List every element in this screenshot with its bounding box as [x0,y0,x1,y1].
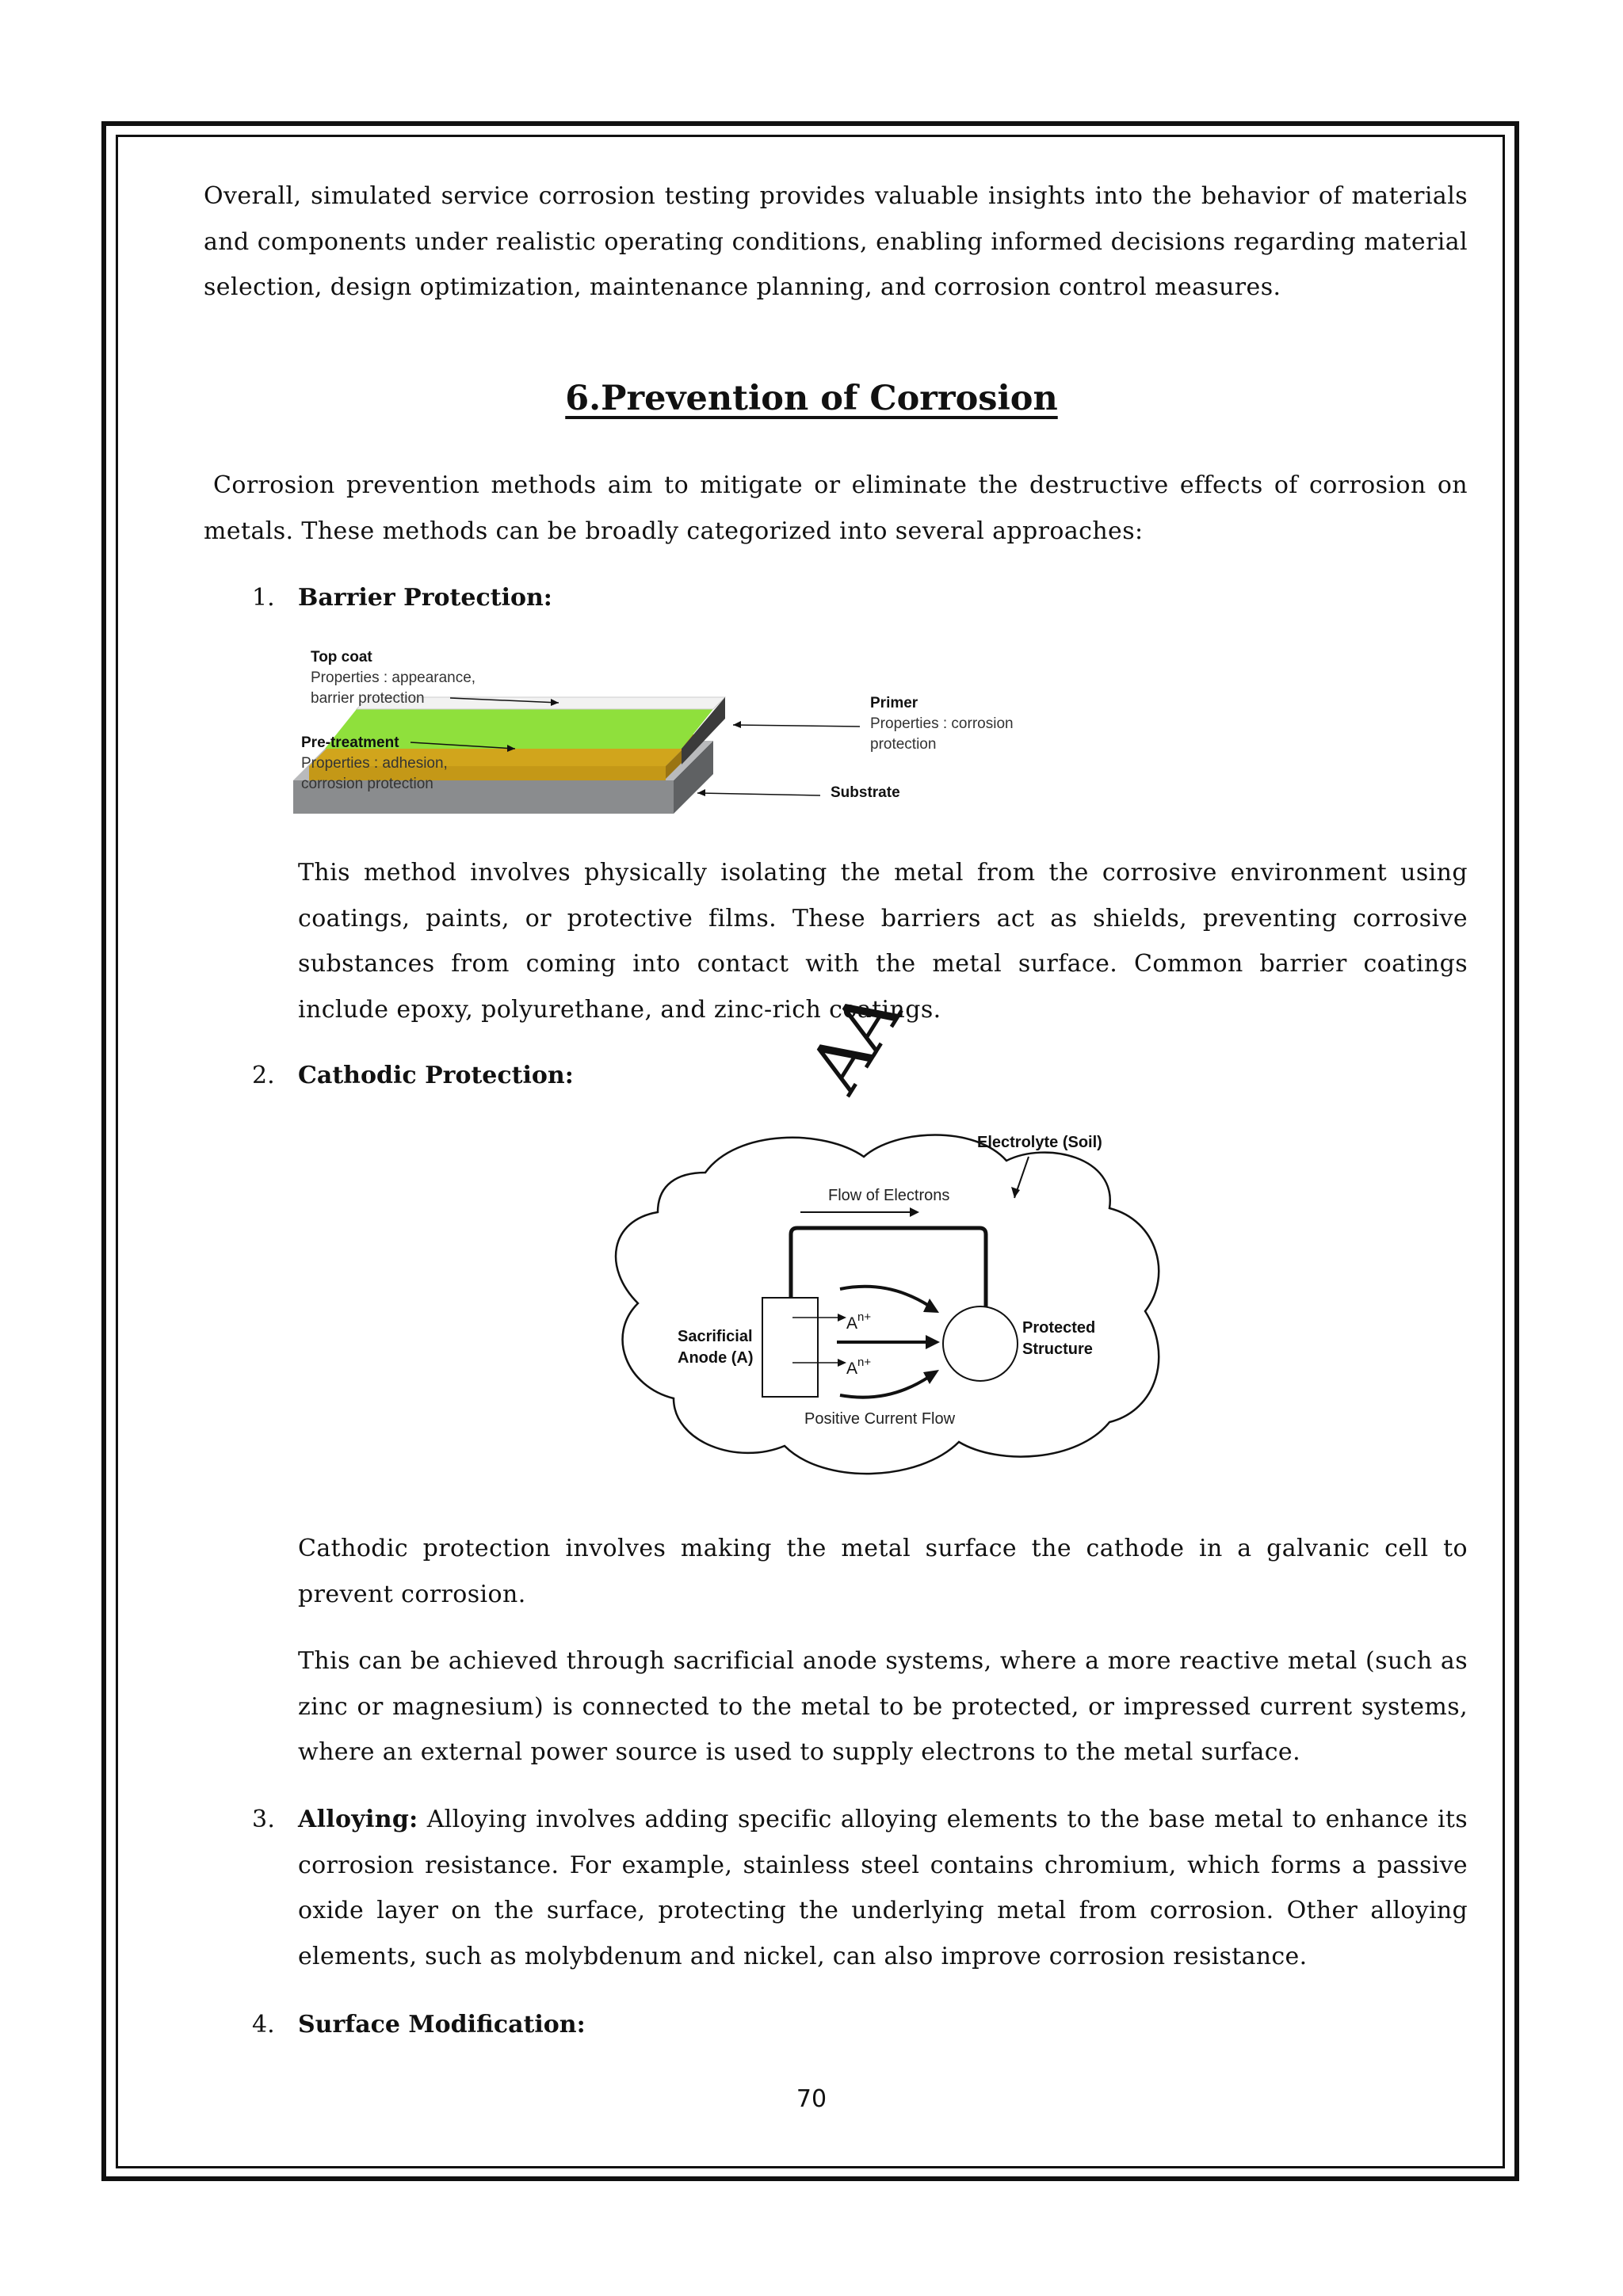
external-wire [791,1228,986,1309]
anode-label: Sacrificial [678,1328,753,1345]
list-label: Barrier Protection: [298,584,552,612]
list-item-barrier [252,575,552,621]
list-number: 1. [252,584,275,612]
list-number: 3. [252,1806,276,1833]
section-intro: Corrosion prevention methods aim to mitigate or eliminate the destructive effects of corrosion on metals. These methods can be broadly categorized into several approaches: [204,471,1468,545]
electrolyte-label: Electrolyte (Soil) [977,1134,1102,1151]
barrier-text: This method involves physically isolating the metal from the corrosive environment using coatings, paints, or protective films. These barriers act as shields, preventing corrosive substances from coming into contact with the metal surface. Common barrier coatings include epoxy, polyurethane, and zinc-rich coatings. [298,859,1468,1024]
sacrificial-anode [762,1298,818,1397]
cathodic-text-1: Cathodic protection involves making the metal surface the cathode in a galvanic cell to prevent corrosion. [298,1535,1468,1608]
ion-label-2: $A^{n+}$ [846,1356,872,1378]
list-label: Surface Modification: [298,2011,586,2039]
section-title: 6.Prevention of Corrosion [565,379,1058,418]
current-arrow-lower [840,1377,929,1398]
current-flow-label: Positive Current Flow [804,1410,956,1428]
list-item-surface [252,2002,586,2048]
primer-properties: Properties : corrosion [870,715,1014,732]
ion-label-1: $A^{n+}$ [846,1310,872,1333]
intro-paragraph: Overall, simulated service corrosion testing provides valuable insights into the behavior of materials and components under realistic operating conditions, enabling informed decisions regarding material selection, design optimization, maintenance planning, and corrosion control measures. [204,182,1468,301]
primer-title: Primer [870,695,918,711]
alloying-text: Alloying involves adding specific alloying elements to the base metal to enhance its corrosion resistance. For example, stainless steel contains chromium, which forms a passive oxide layer on the surface, protecting the underlying metal from corrosion. Other alloying elements, such as molybdenum and nickel, can also improve corrosion resistance. [298,1806,1468,1970]
watermark: AA [792,980,915,1107]
structure-label-2: Structure [1022,1341,1093,1358]
structure-label: Protected [1022,1319,1096,1337]
primer-properties-2: protection [870,736,937,753]
anode-label-2: Anode (A) [678,1349,754,1367]
list-label: Alloying: [298,1806,418,1833]
protected-structure [943,1306,1018,1381]
pretreatment-title: Pre-treatment [301,734,399,751]
top-coat-properties-2: barrier protection [311,690,425,707]
pretreatment-properties: Properties : adhesion, [301,755,448,772]
list-item-cathodic [252,1053,574,1099]
list-label: Cathodic Protection: [298,1062,574,1089]
list-number: 2. [252,1062,275,1089]
top-coat-properties: Properties : appearance, [311,669,476,686]
page-number: 70 [796,2085,827,2113]
barrier-coating-figure [293,646,1046,824]
primer-pointer [733,725,860,727]
flow-electrons-label: Flow of Electrons [828,1187,950,1204]
cathodic-text-2: This can be achieved through sacrificial anode systems, where a more reactive metal (such as zinc or magnesium) is connected to the metal to be protected, or impressed current systems, where an external power source is used to supply electrons to the metal surface. [298,1647,1468,1766]
list-item-alloying [252,1797,1468,1979]
substrate-label: Substrate [831,784,900,801]
current-arrow-upper [840,1287,929,1306]
substrate-pointer [697,793,820,795]
top-coat-title: Top coat [311,649,372,666]
pretreatment-properties-2: corrosion protection [301,776,433,792]
cathodic-protection-figure [602,1125,1173,1497]
list-number: 4. [252,2011,275,2039]
